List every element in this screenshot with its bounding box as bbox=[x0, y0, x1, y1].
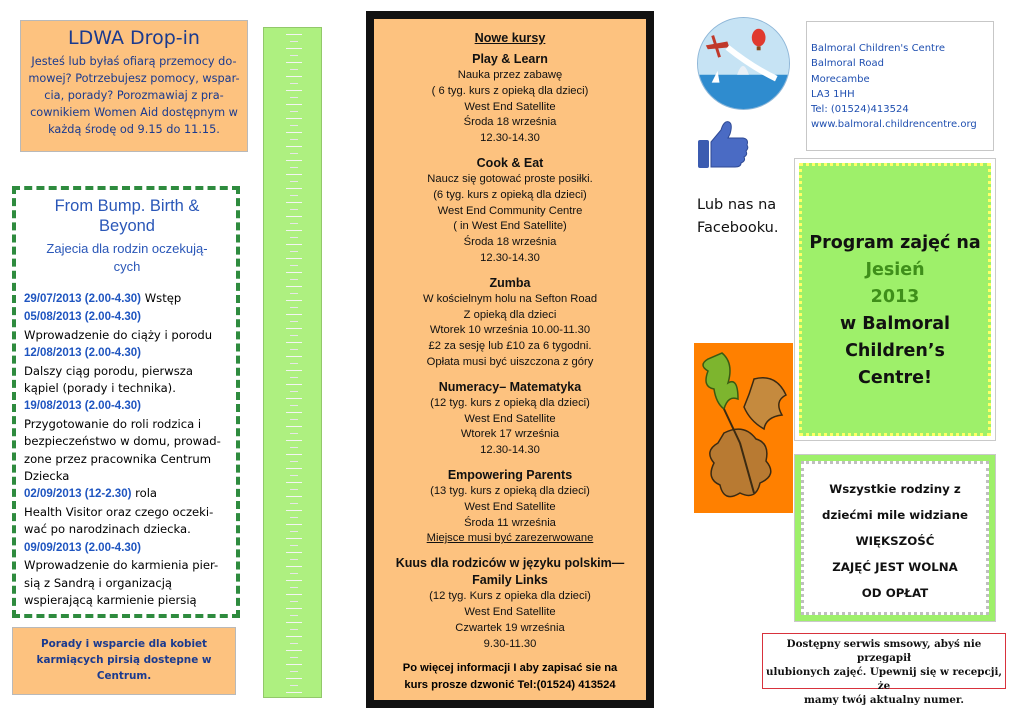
event-item: 19/08/2013 (2.00-4.30) Przygotowanie do roli rodzica i bezpieczeństwo w domu, prowad- zone przez pracownika Centrum Dziecka bbox=[24, 400, 221, 484]
ruler-tick bbox=[290, 643, 298, 644]
ruler-tick bbox=[290, 111, 298, 112]
course-zumba: Zumba W kościelnym holu na Sefton Road Z opieką dla dzieci Wtorek 10 września 10.00-11.30 £2 za sesję lub £10 za 6 tygodni. Opłata musi być uiszczona z góry bbox=[422, 275, 598, 368]
ruler-tick bbox=[286, 258, 302, 259]
ruler-tick bbox=[290, 181, 298, 182]
ruler-tick bbox=[290, 531, 298, 532]
ruler-tick bbox=[286, 496, 302, 497]
ruler-tick bbox=[286, 692, 302, 693]
ruler-tick bbox=[290, 601, 298, 602]
street: Balmoral Road bbox=[811, 58, 884, 70]
ruler-tick bbox=[290, 265, 298, 266]
event-item: 29/07/2013 (2.00-4.30) Wstęp bbox=[24, 291, 182, 305]
sms-service-box: Dostępny serwis smsowy, abyś nie przegapił ulubionych zajęć. Upewnij się w recepcji, że mamy twój aktualny numer. bbox=[762, 633, 1006, 689]
ruler-tick bbox=[286, 664, 302, 665]
ruler-tick bbox=[290, 251, 298, 252]
event-item: 05/08/2013 (2.00-4.30) Wprowadzenie do ciąży i porodu bbox=[24, 311, 213, 342]
ruler-tick bbox=[286, 370, 302, 371]
bump-title: From Bump. Birth & Beyond bbox=[54, 197, 200, 235]
childrens-centre-logo bbox=[697, 17, 790, 110]
program-line: Program zajęć na bbox=[809, 233, 981, 253]
ruler-tick bbox=[290, 489, 298, 490]
ruler-tick bbox=[290, 237, 298, 238]
ruler-tick bbox=[290, 223, 298, 224]
ruler-tick bbox=[286, 566, 302, 567]
ruler-tick bbox=[286, 384, 302, 385]
welcome-box: Wszystkie rodziny z dziećmi mile widziane WIĘKSZOŚĆ ZAJĘĆ JEST WOLNA OD OPŁAT bbox=[794, 454, 996, 622]
ruler-tick bbox=[286, 300, 302, 301]
ruler-tick bbox=[286, 202, 302, 203]
ruler-tick bbox=[286, 104, 302, 105]
ruler-tick bbox=[290, 153, 298, 154]
ruler-tick bbox=[286, 482, 302, 483]
ruler-tick bbox=[290, 671, 298, 672]
ruler-tick bbox=[286, 272, 302, 273]
leaves-icon bbox=[694, 343, 793, 513]
course-play-learn: Play & Learn Nauka przez zabawę ( 6 tyg. kurs z opieką dla dzieci) West End Satellite Środa 18 września 12.30-14.30 bbox=[431, 52, 589, 145]
ruler-tick bbox=[290, 293, 298, 294]
ruler-tick bbox=[290, 615, 298, 616]
ruler-tick bbox=[290, 545, 298, 546]
ruler-tick bbox=[290, 587, 298, 588]
program-line: Centre! bbox=[857, 368, 933, 388]
ruler-tick bbox=[290, 69, 298, 70]
ruler-tick bbox=[290, 475, 298, 476]
thumbs-up-icon bbox=[697, 118, 750, 170]
bump-birth-beyond-box bbox=[12, 186, 240, 618]
ruler-tick bbox=[286, 314, 302, 315]
ruler-tick bbox=[286, 118, 302, 119]
postcode: LA3 1HH bbox=[811, 88, 855, 100]
ruler-tick bbox=[286, 538, 302, 539]
ruler-tick bbox=[286, 90, 302, 91]
event-item: 02/09/2013 (12-2.30) rola Health Visitor oraz czego oczeki- wać po narodzinach dziecka. bbox=[24, 486, 214, 537]
ruler-tick bbox=[286, 524, 302, 525]
program-line: Children’s bbox=[845, 341, 945, 361]
ruler-tick bbox=[286, 678, 302, 679]
ruler-tick bbox=[286, 34, 302, 35]
ruler-tick bbox=[290, 685, 298, 686]
ruler-tick bbox=[286, 286, 302, 287]
course-cook-eat: Cook & Eat Naucz się gotować proste posiłki. (6 tyg. kurs z opieką dla dzieci) West End Community Centre ( in West End Satellite) Środa 18 września 12.30-14.30 bbox=[427, 155, 593, 264]
ruler-tick bbox=[290, 447, 298, 448]
ruler-tick bbox=[286, 230, 302, 231]
ruler-tick bbox=[286, 398, 302, 399]
courses-footer: Po więcej informacji I aby zapisać sie na kurs prosze dzwonić Tel:(01524) 413524 bbox=[402, 662, 618, 691]
ruler-tick bbox=[290, 209, 298, 210]
program-title-box bbox=[794, 158, 996, 441]
ruler-tick bbox=[286, 636, 302, 637]
contact-box bbox=[806, 21, 994, 151]
ruler-tick bbox=[290, 461, 298, 462]
new-courses-panel bbox=[366, 11, 654, 708]
course-numeracy: Numeracy– Matematyka (12 tyg. kurs z opieką dla dzieci) West End Satellite Wtorek 17 września 12.30-14.30 bbox=[430, 379, 590, 457]
ruler-tick bbox=[290, 377, 298, 378]
ldwa-text: Jesteś lub byłaś ofiarą przemocy do- mowej? Potrzebujesz pomocy, wspar- cia, porady? Porozmawiaj z pra- cownikiem Women Aid dostępnym w każdą środę od 9.15 do 11.15. bbox=[28, 55, 240, 136]
ruler-tick bbox=[290, 167, 298, 168]
ruler-tick bbox=[286, 48, 302, 49]
ruler-tick bbox=[290, 41, 298, 42]
event-item: 12/08/2013 (2.00-4.30) Dalszy ciąg porodu, pierwsza kąpiel (porady i technika). bbox=[24, 347, 193, 396]
ruler-tick bbox=[290, 391, 298, 392]
ruler-tick bbox=[290, 573, 298, 574]
ruler-tick bbox=[286, 552, 302, 553]
ruler-tick bbox=[286, 580, 302, 581]
program-season: Jesień bbox=[865, 260, 925, 280]
logo-illustration-icon bbox=[698, 18, 789, 109]
ruler-tick bbox=[290, 321, 298, 322]
ruler-tick bbox=[290, 363, 298, 364]
ruler-tick bbox=[290, 195, 298, 196]
ruler-tick bbox=[290, 433, 298, 434]
ruler-tick bbox=[290, 559, 298, 560]
ruler-tick bbox=[286, 160, 302, 161]
ldwa-dropin-box bbox=[20, 20, 248, 152]
decorative-ruler-strip bbox=[263, 27, 322, 698]
ruler-tick bbox=[290, 307, 298, 308]
ruler-tick bbox=[290, 349, 298, 350]
ruler-tick bbox=[290, 629, 298, 630]
website-link[interactable]: www.balmoral.childrencentre.org bbox=[811, 119, 977, 131]
course-empowering-parents: Empowering Parents (13 tyg. kurs z opieką dla dzieci) West End Satellite Środa 11 września Miejsce musi być zarezerwowane bbox=[426, 467, 594, 545]
ruler-tick bbox=[286, 440, 302, 441]
centre-name: Balmoral Children's Centre bbox=[811, 43, 946, 54]
ruler-tick bbox=[286, 174, 302, 175]
program-year: 2013 bbox=[870, 287, 920, 307]
town: Morecambe bbox=[811, 73, 870, 85]
phone: Tel: (01524)413524 bbox=[811, 104, 909, 116]
ruler-tick bbox=[286, 608, 302, 609]
ruler-tick bbox=[290, 279, 298, 280]
autumn-leaves-image bbox=[694, 343, 793, 513]
ruler-tick bbox=[286, 328, 302, 329]
ruler-tick bbox=[286, 216, 302, 217]
ruler-tick bbox=[290, 139, 298, 140]
ruler-tick bbox=[290, 517, 298, 518]
ruler-tick bbox=[286, 412, 302, 413]
ruler-tick bbox=[286, 426, 302, 427]
program-line: w Balmoral bbox=[839, 314, 951, 334]
ruler-tick bbox=[286, 594, 302, 595]
ruler-tick bbox=[290, 335, 298, 336]
ruler-tick bbox=[290, 419, 298, 420]
ruler-tick bbox=[286, 62, 302, 63]
ruler-tick bbox=[286, 132, 302, 133]
ruler-tick bbox=[290, 125, 298, 126]
ruler-tick bbox=[286, 244, 302, 245]
ruler-tick bbox=[286, 468, 302, 469]
facebook-text: Lub nas na Facebooku. bbox=[697, 197, 779, 236]
breastfeeding-tip-box: Porady i wsparcie dla kobiet karmiących pirsią dostepne w Centrum. bbox=[12, 627, 236, 695]
bump-subtitle: Zajecia dla rodzin oczekują- cych bbox=[46, 241, 208, 274]
ruler-tick bbox=[286, 510, 302, 511]
event-item: 09/09/2013 (2.00-4.30) Wprowadzenie do karmienia pier- sią z Sandrą i organizacją wspierającą karmienie piersią bbox=[24, 541, 219, 607]
bump-events bbox=[24, 290, 230, 609]
course-family-links: Kuus dla rodziców w języku polskim— Family Links (12 tyg. Kurs z opieka dla dzieci) West End Satellite Czwartek 19 września 9.30-11.30 bbox=[395, 556, 625, 650]
ruler-tick bbox=[286, 76, 302, 77]
ruler-tick bbox=[290, 97, 298, 98]
ruler-tick bbox=[290, 83, 298, 84]
ruler-tick bbox=[286, 146, 302, 147]
ruler-tick bbox=[286, 622, 302, 623]
ruler-tick bbox=[286, 454, 302, 455]
ruler-tick bbox=[286, 188, 302, 189]
ruler-tick bbox=[290, 503, 298, 504]
ruler-tick bbox=[286, 342, 302, 343]
courses-heading: Nowe kursy bbox=[474, 31, 546, 45]
ruler-tick bbox=[286, 650, 302, 651]
ldwa-title: LDWA Drop-in bbox=[68, 27, 200, 49]
ruler-tick bbox=[290, 657, 298, 658]
ruler-tick bbox=[290, 405, 298, 406]
ruler-tick bbox=[290, 55, 298, 56]
ruler-tick bbox=[286, 356, 302, 357]
